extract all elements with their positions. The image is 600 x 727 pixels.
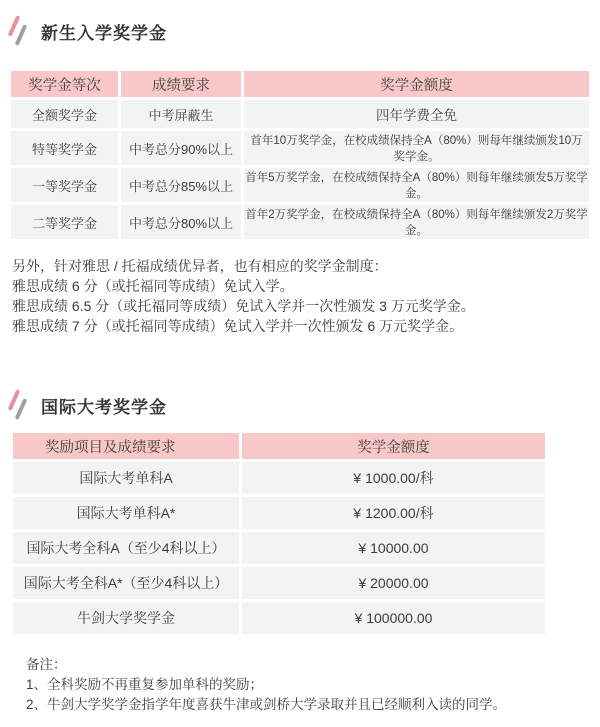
table-cell: 国际大考单科A	[13, 462, 239, 494]
note-line: 雅思成绩 6.5 分（或托福同等成绩）免试入学并一次性颁发 3 万元奖学金。	[12, 298, 475, 314]
note-line: 另外，针对雅思 / 托福成绩优异者，也有相应的奖学金制度：	[12, 258, 388, 274]
slash-gray-icon	[15, 24, 28, 46]
remark-line: 1、全科奖励不再重复参加单科的奖励；	[26, 677, 264, 692]
section1-heading	[5, 0, 600, 48]
table-cell: ¥ 1200.00/科	[242, 497, 545, 529]
double-slash-icon	[5, 388, 33, 422]
header-award-item: 奖励项目及成绩要求	[13, 433, 239, 459]
table-cell: 国际大考全科A（至少4科以上）	[13, 532, 239, 564]
table-row	[13, 567, 545, 599]
remarks-title: 备注：	[26, 657, 67, 672]
section2-title: 国际大考奖学金	[41, 397, 167, 417]
table-cell: 中考总分85%以上	[121, 168, 241, 202]
table-cell: 首年2万奖学金，在校成绩保持全A（80%）则每年继续颁发2万奖学金。	[244, 205, 589, 239]
table-row	[11, 100, 589, 128]
table-cell: 首年10万奖学金，在校成绩保持全A（80%）则每年继续颁发10万奖学金。	[244, 131, 589, 165]
table-cell: ¥ 20000.00	[242, 567, 545, 599]
section1-title: 新生入学奖学金	[41, 23, 167, 43]
new-student-scholarship-table	[8, 68, 592, 242]
table-cell: 四年学费全免	[244, 100, 589, 128]
table-header-row	[11, 71, 589, 97]
table-row	[11, 205, 589, 239]
table-row	[13, 602, 545, 634]
section2-heading	[5, 388, 600, 422]
table-cell: 中考屏蔽生	[121, 100, 241, 128]
table-row	[13, 462, 545, 494]
international-exam-scholarship-table	[10, 430, 548, 637]
header-scholarship-amount: 奖学金额度	[242, 433, 545, 459]
table-cell: 国际大考全科A*（至少4科以上）	[13, 567, 239, 599]
table-cell: ¥ 10000.00	[242, 532, 545, 564]
table-row	[11, 168, 589, 202]
remarks-block	[26, 655, 600, 715]
slash-gray-icon	[15, 398, 28, 420]
table-cell: 二等奖学金	[11, 205, 118, 239]
table-row	[13, 497, 545, 529]
table-cell: 中考总分80%以上	[121, 205, 241, 239]
table-row	[11, 131, 589, 165]
header-scholarship-level: 奖学金等次	[11, 71, 118, 97]
table-cell: 一等奖学金	[11, 168, 118, 202]
table-cell: 中考总分90%以上	[121, 131, 241, 165]
table-cell: ¥ 1000.00/科	[242, 462, 545, 494]
table-cell: 国际大考单科A*	[13, 497, 239, 529]
remark-line: 2、牛剑大学奖学金指学年度喜获牛津或剑桥大学录取并且已经顺利入读的同学。	[26, 697, 507, 712]
table-row	[13, 532, 545, 564]
ielts-toefl-notes	[12, 256, 600, 336]
table-cell: 特等奖学金	[11, 131, 118, 165]
table-cell: 牛剑大学奖学金	[13, 602, 239, 634]
note-line: 雅思成绩 7 分（或托福同等成绩）免试入学并一次性颁发 6 万元奖学金。	[12, 318, 464, 334]
double-slash-icon	[5, 14, 33, 48]
header-scholarship-amount: 奖学金额度	[244, 71, 589, 97]
table-cell: ¥ 100000.00	[242, 602, 545, 634]
table-cell: 首年5万奖学金，在校成绩保持全A（80%）则每年继续颁发5万奖学金。	[244, 168, 589, 202]
note-line: 雅思成绩 6 分（或托福同等成绩）免试入学。	[12, 278, 294, 294]
table-header-row	[13, 433, 545, 459]
table-cell: 全额奖学金	[11, 100, 118, 128]
header-grade-requirement: 成绩要求	[121, 71, 241, 97]
